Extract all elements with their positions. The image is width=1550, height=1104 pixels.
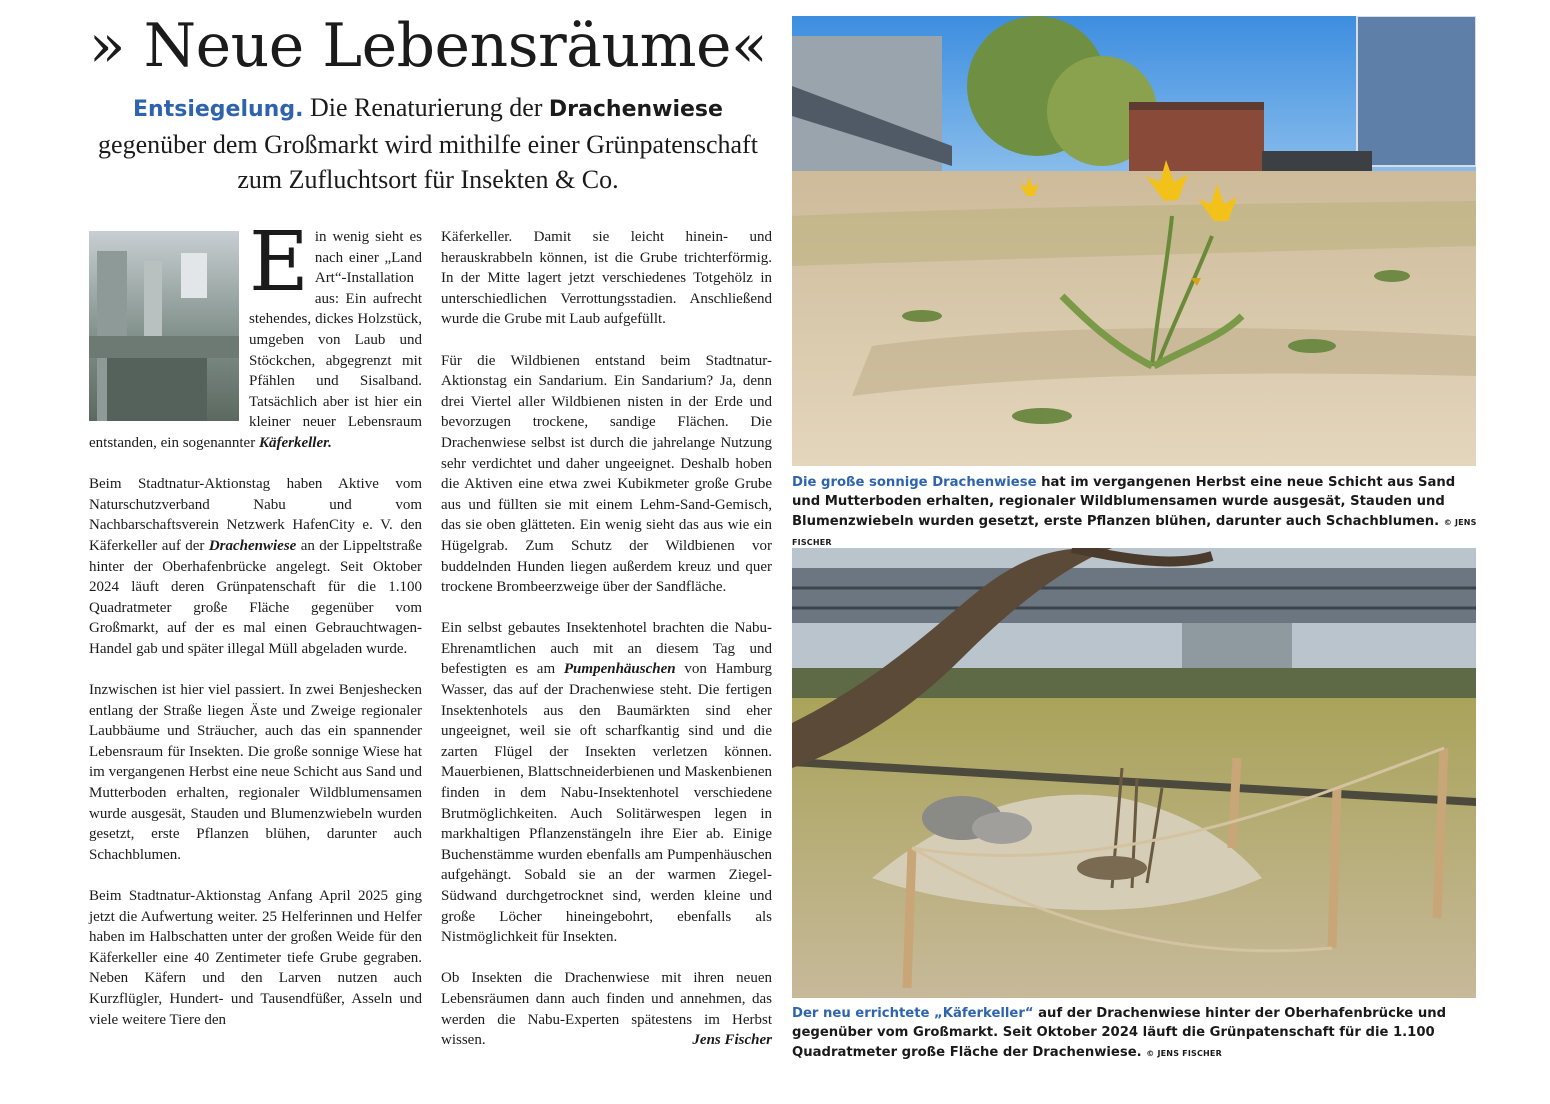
paragraph: Inzwischen ist hier viel passiert. In zwei Benjeshecken entlang der Straße liegen Äste und Zweige regionaler Laubbäume und Sträucher, auch das ein spannender Lebensraum für Insekten. Die große sonnige Wiese hat im vergangenen Herbst eine neue Schicht aus Sand und Mutterboden erhalten, regionaler Wildblumensamen wurde ausgesät, Stauden und Blumenzwiebeln wurden gesetzt, erste Pflanzen blühen, darunter auch Schachblumen. xyxy=(89,682,422,863)
caption-2-credit: © JENS FISCHER xyxy=(1146,1048,1222,1058)
paragraph xyxy=(89,474,422,659)
paragraph xyxy=(441,968,772,1050)
caption-2-lead: Der neu errichtete „Käferkeller“ xyxy=(792,1006,1034,1021)
photo-tulip-meadow xyxy=(792,16,1476,466)
caption-1-text: hat im vergangenen Herbst eine neue Schicht aus Sand und Mutterboden erhalten, regionaler Wildblumensamen wurde ausgesät, Stauden und Blumenzwiebeln wurden gesetzt, erste Pflanzen blühen, darunter auch Schachblumen. xyxy=(792,475,1456,529)
caption-1-lead: Die große sonnige Drachenwiese xyxy=(792,475,1037,490)
paragraph xyxy=(441,618,772,948)
deck-kicker: Entsiegelung. xyxy=(133,97,304,122)
photo-kaeferkeller-image xyxy=(792,548,1476,998)
article-column-1 xyxy=(89,215,423,1051)
text-emphasis: Pumpenhäuschen xyxy=(563,661,676,678)
caption-1 xyxy=(792,473,1482,552)
caption-2 xyxy=(792,1004,1482,1063)
text-emphasis: Käferkeller. xyxy=(258,434,332,451)
photo-tulip-meadow-image xyxy=(792,16,1476,466)
text: Ob Insekten die Drachenwiese mit ihren neuen Lebensräumen dann auch finden und annehmen, das werden die Nabu-Experten spätestens im Herbst wissen. xyxy=(441,970,772,1049)
paragraph xyxy=(89,215,422,454)
byline: Jens Fischer xyxy=(692,1032,772,1049)
deck xyxy=(88,90,768,197)
text: an der Lippeltstraße hinter der Oberhafenbrücke angelegt. Seit Oktober 2024 läuft deren Grünpatenschaft für die 1.100 Quadratmeter große Fläche gegenüber vom Großmarkt, auf der es mal einen Gebrauchtwagen-Handel gab und später illegal Müll abgeladen wurde. xyxy=(89,537,423,657)
text: von Hamburg Wasser, das auf der Drachenwiese steht. Die fertigen Insektenhotels aus den Baumärkten sind eher ungeeignet, weil sie oft scharfkantig sind und die zarten Flügel der Insekten verletzen können. Mauerbienen, Blattschneiderbienen und Maskenbienen finden in dem Nabu-Insektenhotel verschiedene Brutmöglichkeiten. Auch Solitärwespen legen in markhaltigen Pflanzenstängeln ihre Eier ab. Einige Buchenstämme wurden ebenfalls am Pumpenhäuschen aufgehängt. Sobald sie an der warmen Ziegel-Südwand durchgetrocknet sind, werden kleine und große Löcher hineingebohrt, ebenfalls als Nistmöglichkeit für Insekten. xyxy=(441,661,772,946)
text: Beim Stadtnatur-Aktionstag haben Aktive vom Naturschutzverband Nabu und vom Nachbarschaftsverein Netzwerk HafenCity e. V. den Käferkeller auf der xyxy=(89,476,422,554)
photo-kaeferkeller xyxy=(792,548,1476,998)
deck-text-a: Die Renaturierung der xyxy=(303,93,549,122)
text-emphasis: Drachenwiese xyxy=(208,537,297,554)
caption-2-text: auf der Drachenwiese hinter der Oberhafenbrücke und gegenüber vom Großmarkt. Seit Oktober 2024 läuft die Grünpatenschaft für die 1.100 Quadratmeter große Fläche der Drachenwiese. xyxy=(792,1006,1447,1060)
dropcap: E xyxy=(249,215,309,310)
caption-1-credit: © JENS FISCHER xyxy=(792,517,1477,547)
paragraph: Beim Stadtnatur-Aktionstag Anfang April 2025 ging jetzt die Aufwertung weiter. 25 Helferinnen und Helfer haben im Halbschatten unter der großen Weide für den Käferkeller eine 40 Zentimeter tiefe Grube gegraben. Neben Käfern und den Larven nutzen auch Kurzflügler, Hundert- und Tausendfüßer, Asseln und viele weitere Tiere den xyxy=(89,888,422,1028)
paragraph: Käferkeller. Damit sie leicht hinein- und herauskrabbeln können, ist die Grube trichterförmig. In der Mitte lagert jetzt verschiedenes Totgehölz in unterschiedlichen Verrottungsstadien. Anschließend wurde die Grube mit Laub aufgefüllt. xyxy=(441,229,772,328)
deck-text-b: gegenüber dem Großmarkt wird mithilfe einer Grünpatenschaft zum Zufluchtsort für Insekten & Co. xyxy=(98,130,758,194)
article-column-2 xyxy=(441,227,772,1071)
deck-bold: Drachenwiese xyxy=(548,97,723,122)
headline: » Neue Lebensräume« xyxy=(88,11,768,81)
text: in wenig sieht es nach einer „Land Art“-Installation aus: Ein aufrecht stehendes, dickes Holzstück, umgeben von Laub und Stöckchen, abgegrenzt mit Pfählen und Sisalband. Tatsächlich aber ist hier ein kleiner neuer Lebensraum entstanden, ein sogenannter xyxy=(89,229,422,451)
text: Ein selbst gebautes Insektenhotel brachten die Nabu-Ehrenamtlichen auch mit an diesem Tag und befestigten es am xyxy=(441,620,772,678)
sculpture-photo xyxy=(89,231,239,421)
paragraph: Für die Wildbienen entstand beim Stadtnatur-Aktionstag ein Sandarium. Ein Sandarium? Ja, denn drei Viertel aller Wildbienen nisten in der Erde und bevorzugen trockene, sandige Flächen. Die Drachenwiese selbst ist durch die jahrelange Nutzung sehr verdichtet und daher ungeeignet. Deshalb hoben die Aktiven eine etwa zwei Kubikmeter große Grube aus und füllten sie mit einem Lehm-Sand-Gemisch, das sie oben glätteten. Ein wenig sieht das aus wie ein Hügelgrab. Zum Schutz der Wildbienen vor buddelnden Hunden liegen außerdem kreuz und quer trockene Brombeerzweige über der Sandfläche. xyxy=(441,352,772,596)
